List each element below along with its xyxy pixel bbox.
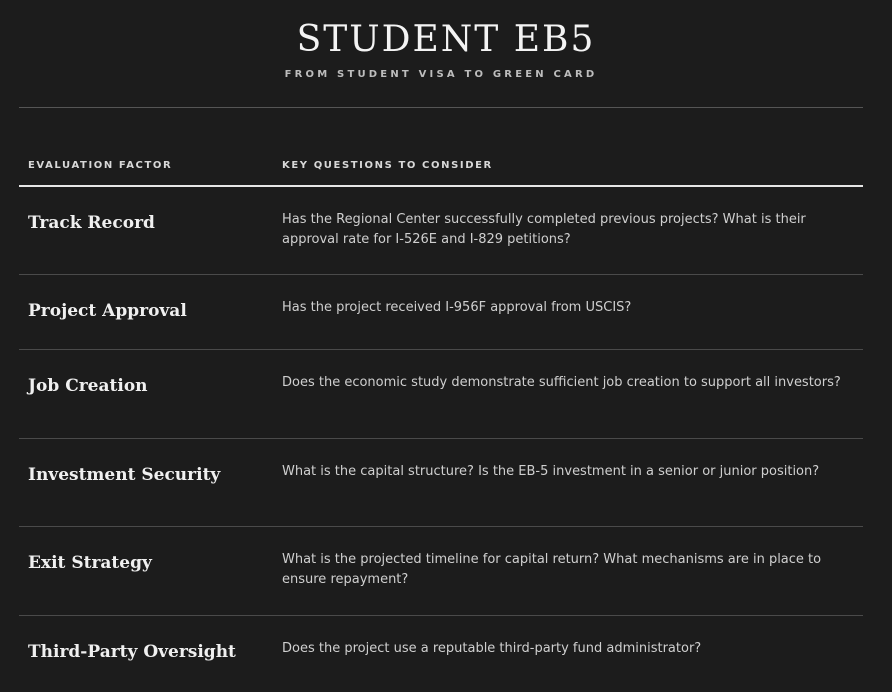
factor-label: Exit Strategy xyxy=(28,553,152,573)
factor-label: Job Creation xyxy=(28,376,148,396)
table-row xyxy=(19,275,863,350)
factor-label: Third-Party Oversight xyxy=(28,642,236,662)
table-row xyxy=(19,616,863,692)
factor-question: Does the economic study demonstrate sufficient job creation to support all investors? xyxy=(282,375,841,390)
column-header-evaluation-factor: EVALUATION FACTOR xyxy=(28,160,173,171)
factor-question: Does the project use a reputable third-party fund administrator? xyxy=(282,641,702,656)
brand-title: STUDENT EB5 xyxy=(296,19,596,60)
table-row xyxy=(19,350,863,439)
column-header-key-questions: KEY QUESTIONS TO CONSIDER xyxy=(282,160,493,171)
factor-question: What is the capital structure? Is the EB-5 investment in a senior or junior position? xyxy=(282,464,820,479)
table-row xyxy=(19,439,863,527)
factor-label: Project Approval xyxy=(28,301,187,321)
brand-tagline: FROM STUDENT VISA TO GREEN CARD xyxy=(284,69,598,80)
factor-label: Investment Security xyxy=(28,465,221,485)
factor-question: Has the Regional Center successfully completed previous projects? What is their approval rate for I-526E and I-829 petitions? xyxy=(282,212,806,247)
evaluation-table xyxy=(19,108,863,692)
factor-question: What is the projected timeline for capital return? What mechanisms are in place to ensure repayment? xyxy=(282,552,822,587)
table-header xyxy=(19,108,863,187)
table-row xyxy=(19,527,863,616)
table-row xyxy=(19,187,863,275)
factor-question: Has the project received I-956F approval from USCIS? xyxy=(282,300,632,315)
factor-label: Track Record xyxy=(28,213,155,233)
